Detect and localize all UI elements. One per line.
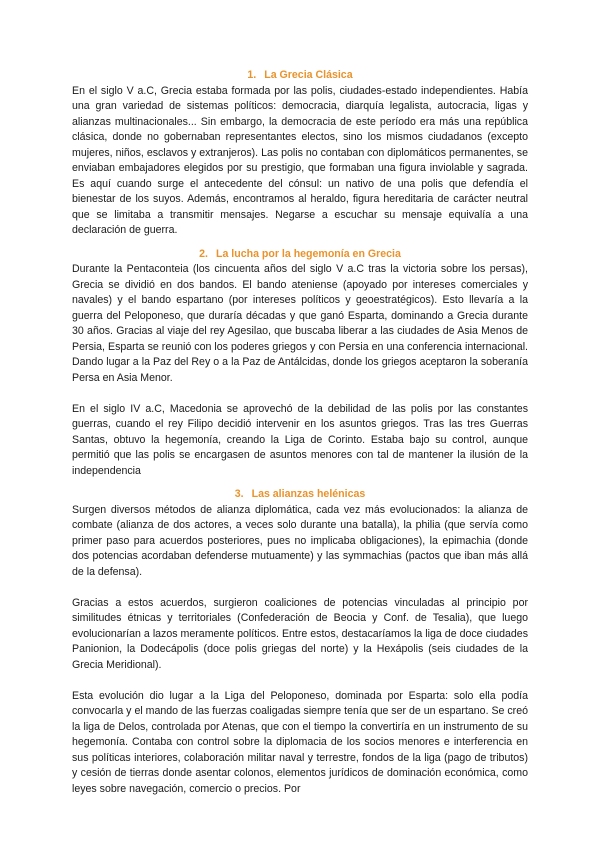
section-number: 2. bbox=[199, 247, 208, 260]
paragraph: Gracias a estos acuerdos, surgieron coaliciones de potencias vinculadas al principio por similitudes étnicas y territoriales (Confederación de Beocia y Conf. de Tesalia), que luego evolucionarían a lazos meramente políticos. Entre estos, destacaríamos la liga de doce ciudades Panionion, la Dodecápolis (doce polis griegas del norte) y la Hexápolis (seis ciudades de la Grecia Meridional). bbox=[72, 596, 528, 671]
paragraph: Esta evolución dio lugar a la Liga del Peloponeso, dominada por Esparta: solo ella podía convocarla y el mando de las fuerzas coaligadas siempre tenía que ser de un espartano. Se creó la liga de Delos, controlada por Atenas, que con el tiempo la convertiría en un instrumento de su hegemonía. Contaba con control sobre la diplomacia de los socios menores e interferencia en sus políticas interiores, colaboración militar naval y terrestre, fondos de la liga (pago de tributos) y cesión de tierras donde asentar colonos, elementos jurídicos de dominación económica, como leyes sobre navegación, comercio o precios. Por bbox=[72, 689, 528, 795]
section-title: La lucha por la hegemonía en Grecia bbox=[215, 247, 401, 260]
section-heading bbox=[72, 487, 528, 503]
paragraph: En el siglo V a.C, Grecia estaba formada por las polis, ciudades-estado independientes. Había una gran variedad de sistemas políticos: democracia, diarquía legalista, autocracia, ligas y alianzas multinacionales... Sin embargo, la democracia de este período era más una república clásica, donde no gobernaban representantes electos, sino los mismos ciudadanos (excepto mujeres, niños, esclavos y extranjeros). Las polis no contaban con diplomáticos permanentes, se enviaban embajadores elegidos por su prestigio, que formaban una figura inviolable y sagrada. Es aquí cuando surge el antecedente del cónsul: un nativo de una polis que defendía el bienestar de los suyos. Además, encontramos al heraldo, figura hereditaria de carácter neutral que se limitaba a transmitir mensajes. Negarse a escuchar su mensaje equivalía a una declaración de guerra. bbox=[72, 84, 528, 236]
section-heading bbox=[72, 247, 528, 263]
document-body bbox=[72, 68, 528, 797]
section-title: La Grecia Clásica bbox=[264, 69, 353, 81]
section-title: Las alianzas helénicas bbox=[251, 488, 366, 500]
paragraph: Durante la Pentaconteia (los cincuenta años del siglo V a.C tras la victoria sobre los persas), Grecia se dividió en dos bandos. El bando ateniense (apoyado por intereses comerciales y navales) y el bando espartano (por intereses políticos y geoestratégicos). Esto llevaría a la guerra del Peloponeso, que duraría décadas y que ganó Esparta, dominando a Grecia durante 30 años. Gracias al viaje del rey Agesilao, que buscaba liberar a las ciudades de Asia Menos de Persia, Esparta se reunió con los poderes griegos y con Persia en una conferencia internacional. Dando lugar a la Paz del Rey o a la Paz de Antálcidas, donde los griegos aceptaron la soberanía Persa en Asia Menor. bbox=[72, 263, 528, 384]
paragraph: En el siglo IV a.C, Macedonia se aprovechó de la debilidad de las polis por las constantes guerras, cuando el rey Filipo decidió intervenir en los asuntos griegos. Tras las tres Guerras Santas, obtuvo la hegemonía, creando la Liga de Corinto. Estaba bajo su control, aunque permitió que las polis se encargasen de asuntos menores con tal de mantener la ilusión de la independencia bbox=[72, 402, 528, 477]
section-number: 1. bbox=[247, 69, 257, 81]
paragraph: Surgen diversos métodos de alianza diplomática, cada vez más evolucionados: la alianza de combate (alianza de dos actores, a veces solo durante una batalla), la philia (que servía como primer paso para acuerdos posteriores, pues no implicaba obligaciones), la epimachia (donde dos potencias acordaban defenderse mutuamente) y las symmachias (pactos que iban más allá de la defensa). bbox=[72, 503, 528, 578]
section-number: 3. bbox=[234, 488, 244, 500]
section-heading bbox=[72, 68, 528, 84]
